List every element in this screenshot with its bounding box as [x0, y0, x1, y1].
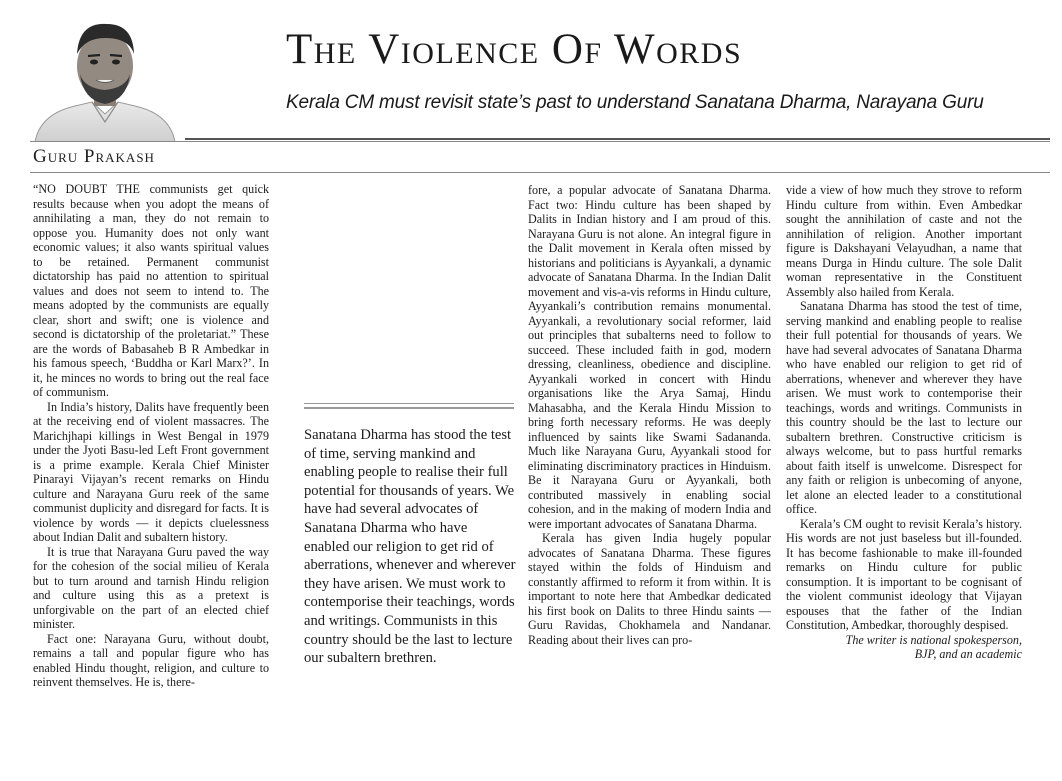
- paragraph: “NO DOUBT THE communists get quick results because when you adopt the means of annihilating a man, they do not remain to oppose you. Humanity does not only want economic values; it also wants spiritual values to be retained. Permanent communist dictatorship has paid no attention to spiritual values and does not seem to intend to. The means adopted by the communists are equally clear, short and swift; one is violence and second is dictatorship of the proletariat.” These are the words of Babasaheb B R Ambedkar in his famous speech, ‘Buddha or Karl Marx?’. In it, he minces no words to bring out the real face of communism.: [33, 182, 269, 399]
- divider-rule: [30, 172, 1050, 173]
- article-column-1: [33, 182, 269, 690]
- paragraph: fore, a popular advocate of Sanatana Dharma. Fact two: Hindu culture has been shaped by Dalits in Indian history and I am proud of this. Narayana Guru is not alone. An integral figure in the Dalit movement in Kerala often missed by historians and politicians is Ayyankali, a dynamic advocate of Sanatana Dharma. In the Indian Dalit movement and vis-a-vis reforms in Hindu culture, Ayyankali’s contribution remains monumental. Ayyankali, a revolutionary social reformer, laid out principles that subalterns need to follow to succeed. These included faith in god, modern dressing, cleanliness, obedience and discipline. Ayyankali worked in concert with Hindu organisations like the Arya Samaj, Hindu Mahasabha, and the Kerala Hindu Mission to bring forth necessary reforms. He was deeply influenced by saints like Swami Sadananda. Much like Narayana Guru, Ayyankali stood for eliminating discriminatory practices in Hinduism. Be it Narayana Guru or Ayyankali, both contributed massively in enabling social cohesion, and in the making of modern India and were important advocates of Sanatana Dharma.: [528, 183, 771, 531]
- pullquote-rule: [304, 403, 514, 404]
- pullquote-rule: [304, 407, 514, 409]
- paragraph: It is true that Narayana Guru paved the way for the cohesion of the social milieu of Kerala but to turn around and tarnish Hindu religion and culture using this as a pretext is unforgivable on the part of an elected chief minister.: [33, 544, 269, 631]
- author-portrait: [30, 18, 180, 142]
- author-credit: [786, 633, 1022, 662]
- deck-subheadline: Kerala CM must revisit state’s past to understand Sanatana Dharma, Narayana Guru: [286, 92, 984, 113]
- paragraph: vide a view of how much they strove to reform Hindu culture from within. Even Ambedkar sought the annihilation of caste and not the annihilation of religion. Another important figure is Dakshayani Velayudhan, a name that means Durga in Hindu culture. The sole Dalit woman representative in the Constituent Assembly also hailed from Kerala.: [786, 183, 1022, 299]
- headline: The Violence Of Words: [286, 26, 743, 73]
- author-credit-line: BJP, and an academic: [914, 647, 1022, 661]
- author-byline: Guru Prakash: [33, 146, 155, 167]
- paragraph: Fact one: Narayana Guru, without doubt, remains a tall and popular figure who has enabled Hindu thought, religion, and culture to reinvent themselves. He is, there-: [33, 631, 269, 689]
- divider-rule: [185, 138, 1050, 140]
- paragraph: Kerala’s CM ought to revisit Kerala’s history. His words are not just baseless but ill-founded. It has become fashionable to make ill-founded remarks on Hindu culture for public consumption. It is important to be cognisant of the violent communist ideology that Vijayan espouses that the father of the Indian Constitution, Ambedkar, thoroughly despised.: [786, 516, 1022, 632]
- paragraph: Kerala has given India hugely popular advocates of Sanatana Dharma. These figures stayed within the folds of Hinduism and constantly affirmed to reform it from within. It is important to note here that Ambedkar dedicated his first book on Dalits to three Hindu saints — Guru Ravidas, Chokhamela and Nandanar. Reading about their lives can pro-: [528, 531, 771, 647]
- author-credit-line: The writer is national spokesperson,: [845, 632, 1022, 647]
- article-column-4: [786, 183, 1022, 662]
- paragraph: In India’s history, Dalits have frequently been at the receiving end of violent massacres. The Marichjhapi killings in West Bengal in 1979 under the Jyoti Basu-led Left Front government is a prime example. Kerala Chief Minister Pinarayi Vijayan’s recent remarks on Hindu culture and Narayana Guru reek of the same communist duplicity and disregard for facts. It is violence by words — it depicts cluelessness about Indian Dalit and subaltern history.: [33, 399, 269, 544]
- pull-quote: Sanatana Dharma has stood the test of time, serving mankind and enabling people to realise their full potential for thousands of years. We have had several advocates of Sanatana Dharma who have enabled our religion to get rid of aberrations, whenever and wherever they have arisen. We must work to contemporise their teachings, words and writings. Communists in this country should be the last to lecture our subaltern brethren.: [304, 427, 516, 667]
- divider-rule: [30, 141, 1050, 142]
- article-column-3: [528, 183, 771, 647]
- paragraph: Sanatana Dharma has stood the test of time, serving mankind and enabling people to realise their full potential for thousands of years. We have had several advocates of Sanatana Dharma who have enabled our religion to get rid of aberrations, whenever and wherever they have arisen. We must work to contemporise their teachings, words and writings. Communists in this country should be the last to lecture our subaltern brethren. Constructive criticism is always welcome, but to pass hurtful remarks about faith itself is unwelcome. Disrespect for any faith or religion is unbecoming of anyone, let alone an elected leader to a constitutional office.: [786, 299, 1022, 516]
